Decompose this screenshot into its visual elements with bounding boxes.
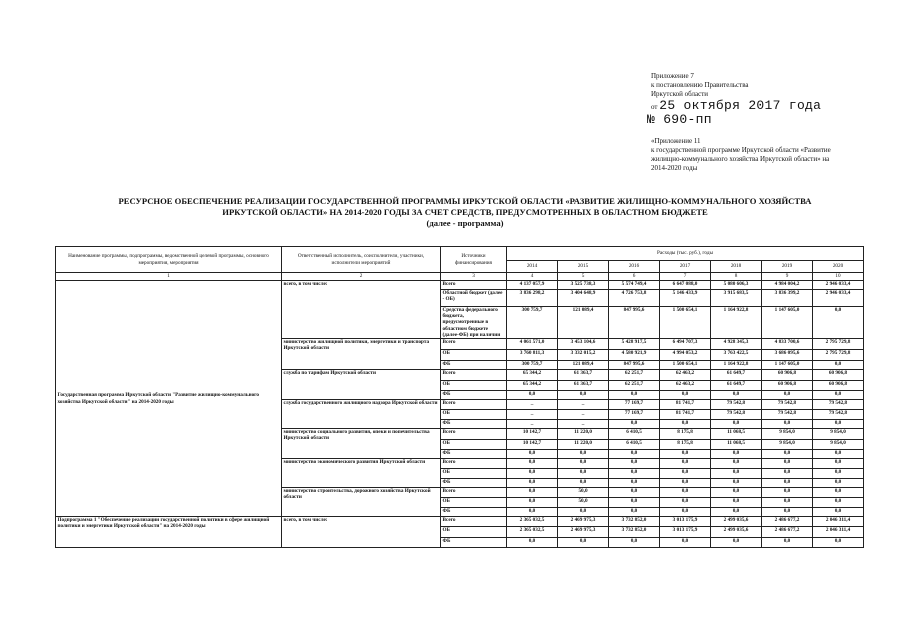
value-cell: 0,0 bbox=[660, 538, 711, 548]
value-cell: 3 915 683,5 bbox=[711, 290, 762, 307]
source-cell: ФБ bbox=[441, 361, 507, 370]
value-cell: 0,0 bbox=[507, 469, 558, 479]
value-cell: 1 147 605,0 bbox=[762, 307, 813, 339]
source-cell: Всего bbox=[441, 517, 507, 527]
value-cell: 0,0 bbox=[762, 488, 813, 498]
value-cell: 62 463,2 bbox=[660, 370, 711, 381]
program-name-cell: Государственная программа Иркутской области "Развитие жилищно-коммунального хозяйства Иркутской области" на 2014-2020 годы bbox=[56, 281, 282, 517]
value-cell: 2 469 975,3 bbox=[558, 517, 609, 527]
column-number: 5 bbox=[558, 273, 609, 281]
value-cell: 2 046 311,4 bbox=[813, 517, 864, 527]
column-number: 10 bbox=[813, 273, 864, 281]
column-number: 6 bbox=[609, 273, 660, 281]
source-cell: ОБ bbox=[441, 440, 507, 450]
value-cell: 0,0 bbox=[609, 391, 660, 400]
value-cell: 3 760 811,3 bbox=[507, 350, 558, 361]
value-cell: 79 542,8 bbox=[762, 400, 813, 410]
value-cell: 2 499 035,6 bbox=[711, 517, 762, 527]
header-year: 2014 bbox=[507, 261, 558, 273]
value-cell: 50,0 bbox=[558, 498, 609, 508]
value-cell: 0,0 bbox=[609, 538, 660, 548]
value-cell: 121 089,4 bbox=[558, 307, 609, 339]
value-cell: 0,0 bbox=[558, 469, 609, 479]
value-cell: 81 741,7 bbox=[660, 400, 711, 410]
source-cell: ФБ bbox=[441, 538, 507, 548]
value-cell: 1 164 922,8 bbox=[711, 307, 762, 339]
title-line: (далее - программа) bbox=[426, 218, 504, 228]
value-cell: 5 080 606,3 bbox=[711, 281, 762, 290]
source-cell: Всего bbox=[441, 400, 507, 410]
column-number: 1 bbox=[56, 273, 282, 281]
value-cell: 9 854,0 bbox=[813, 429, 864, 440]
title-line: РЕСУРСНОЕ ОБЕСПЕЧЕНИЕ РЕАЛИЗАЦИИ ГОСУДАРСТВЕННОЙ ПРОГРАММЫ ИРКУТСКОЙ ОБЛАСТИ «РАЗВИТИЕ ЖИЛИЩНО-КОММУНАЛЬНОГО ХОЗЯЙСТВА bbox=[118, 196, 812, 206]
value-cell: 0,0 bbox=[609, 450, 660, 459]
header-year: 2019 bbox=[762, 261, 813, 273]
source-cell: ФБ bbox=[441, 450, 507, 459]
value-cell: 79 542,8 bbox=[813, 410, 864, 420]
value-cell: _ bbox=[507, 410, 558, 420]
value-cell: 0,0 bbox=[813, 450, 864, 459]
value-cell: 0,0 bbox=[558, 391, 609, 400]
column-number: 8 bbox=[711, 273, 762, 281]
table-row bbox=[56, 517, 864, 527]
source-cell: ФБ bbox=[441, 508, 507, 517]
value-cell: 0,0 bbox=[660, 450, 711, 459]
value-cell: 0,0 bbox=[813, 307, 864, 339]
value-cell: 0,0 bbox=[609, 420, 660, 429]
responsible-cell: министерство экономического развития Иркутской области bbox=[282, 459, 441, 488]
value-cell: 0,0 bbox=[711, 469, 762, 479]
value-cell: 79 542,8 bbox=[762, 410, 813, 420]
source-cell: ОБ bbox=[441, 469, 507, 479]
value-cell: _ bbox=[558, 420, 609, 429]
value-cell: 2 046 311,4 bbox=[813, 527, 864, 538]
value-cell: 0,0 bbox=[813, 420, 864, 429]
column-number-row bbox=[56, 273, 864, 281]
value-cell: 2 795 729,8 bbox=[813, 339, 864, 350]
value-cell: _ bbox=[558, 410, 609, 420]
subprogram-name-cell: Подпрограмма 1 "Обеспечение реализации государственной политики в сфере жилищной политики и энергетики Иркутской области" на 2014-2020 годы bbox=[56, 517, 282, 548]
value-cell: 3 332 015,2 bbox=[558, 350, 609, 361]
value-cell: 0,0 bbox=[711, 420, 762, 429]
value-cell: 1 500 654,1 bbox=[660, 361, 711, 370]
value-cell: 6 410,5 bbox=[609, 440, 660, 450]
value-cell: 847 995,6 bbox=[609, 307, 660, 339]
value-cell: 10 142,7 bbox=[507, 440, 558, 450]
value-cell: 1 500 654,1 bbox=[660, 307, 711, 339]
value-cell: 77 169,7 bbox=[609, 400, 660, 410]
value-cell: 0,0 bbox=[558, 538, 609, 548]
value-cell: 0,0 bbox=[711, 498, 762, 508]
table-row bbox=[56, 281, 864, 290]
responsible-cell: министерство социального развития, опеки и попечительства Иркутской области bbox=[282, 429, 441, 459]
value-cell: 0,0 bbox=[762, 469, 813, 479]
source-cell: Всего bbox=[441, 488, 507, 498]
value-cell: 0,0 bbox=[609, 459, 660, 469]
value-cell: 60 906,8 bbox=[762, 370, 813, 381]
header-year: 2017 bbox=[660, 261, 711, 273]
appendix-line: Приложение 7 bbox=[651, 72, 694, 80]
appendix-block bbox=[647, 72, 891, 173]
date-prefix: от bbox=[651, 103, 658, 111]
value-cell: 3 013 175,9 bbox=[660, 527, 711, 538]
value-cell: 6 647 088,0 bbox=[660, 281, 711, 290]
value-cell: 65 344,2 bbox=[507, 381, 558, 391]
value-cell: 3 686 095,6 bbox=[762, 350, 813, 361]
value-cell: 0,0 bbox=[660, 420, 711, 429]
value-cell: 3 404 648,9 bbox=[558, 290, 609, 307]
source-cell: ОБ bbox=[441, 498, 507, 508]
responsible-cell: служба по тарифам Иркутской области bbox=[282, 370, 441, 400]
header-responsible: Ответственный исполнитель, соисполнители, участники, исполнители мероприятий bbox=[282, 247, 441, 273]
value-cell: 0,0 bbox=[507, 391, 558, 400]
value-cell: 65 344,2 bbox=[507, 370, 558, 381]
value-cell: 1 147 605,0 bbox=[762, 361, 813, 370]
value-cell: 0,0 bbox=[762, 459, 813, 469]
value-cell: 0,0 bbox=[813, 498, 864, 508]
value-cell: 0,0 bbox=[711, 488, 762, 498]
value-cell: 0,0 bbox=[813, 488, 864, 498]
value-cell: 0,0 bbox=[609, 488, 660, 498]
value-cell: 81 741,7 bbox=[660, 410, 711, 420]
value-cell: 0,0 bbox=[609, 479, 660, 488]
value-cell: 77 169,7 bbox=[609, 410, 660, 420]
responsible-cell: министерство строительства, дорожного хозяйства Иркутской области bbox=[282, 488, 441, 517]
value-cell: 5 574 749,4 bbox=[609, 281, 660, 290]
column-number: 2 bbox=[282, 273, 441, 281]
value-cell: 0,0 bbox=[813, 391, 864, 400]
value-cell: 11 068,5 bbox=[711, 440, 762, 450]
value-cell: 62 251,7 bbox=[609, 370, 660, 381]
value-cell: 11 220,0 bbox=[558, 440, 609, 450]
date-stamp: 25 октября 2017 года bbox=[659, 98, 822, 113]
value-cell: 0,0 bbox=[762, 538, 813, 548]
value-cell: 5 428 917,5 bbox=[609, 339, 660, 350]
source-cell: Всего bbox=[441, 370, 507, 381]
value-cell: 4 833 700,6 bbox=[762, 339, 813, 350]
value-cell: 50,0 bbox=[558, 488, 609, 498]
value-cell: 3 836 399,2 bbox=[762, 290, 813, 307]
value-cell: 4 928 345,3 bbox=[711, 339, 762, 350]
value-cell: 4 580 921,9 bbox=[609, 350, 660, 361]
responsible-cell: всего, в том числе: bbox=[282, 281, 441, 339]
value-cell: 3 525 738,3 bbox=[558, 281, 609, 290]
value-cell: 8 175,8 bbox=[660, 440, 711, 450]
value-cell: 2 946 033,4 bbox=[813, 290, 864, 307]
source-cell: ОБ bbox=[441, 527, 507, 538]
source-cell: Всего bbox=[441, 429, 507, 440]
value-cell: 0,0 bbox=[762, 498, 813, 508]
value-cell: _ bbox=[507, 400, 558, 410]
value-cell: 5 146 433,9 bbox=[660, 290, 711, 307]
value-cell: 1 164 922,8 bbox=[711, 361, 762, 370]
value-cell: 62 251,7 bbox=[609, 381, 660, 391]
value-cell: 2 469 975,3 bbox=[558, 527, 609, 538]
value-cell: 61 649,7 bbox=[711, 381, 762, 391]
value-cell: 2 946 033,4 bbox=[813, 281, 864, 290]
value-cell: 0,0 bbox=[711, 508, 762, 517]
value-cell: 9 854,0 bbox=[762, 440, 813, 450]
value-cell: 0,0 bbox=[660, 459, 711, 469]
column-number: 9 bbox=[762, 273, 813, 281]
value-cell: 61 363,7 bbox=[558, 370, 609, 381]
value-cell: 0,0 bbox=[507, 479, 558, 488]
value-cell: 0,0 bbox=[507, 450, 558, 459]
number-stamp: № 690-пп bbox=[647, 112, 712, 127]
value-cell: 3 013 175,9 bbox=[660, 517, 711, 527]
header-name: Наименование программы, подпрограммы, ведомственной целевой программы, основного мероприятия, мероприятия bbox=[56, 247, 282, 273]
value-cell: 0,0 bbox=[762, 391, 813, 400]
responsible-cell: министерство жилищной политики, энергетики и транспорта Иркутской области bbox=[282, 339, 441, 370]
value-cell: 0,0 bbox=[558, 508, 609, 517]
header-year: 2015 bbox=[558, 261, 609, 273]
value-cell: 121 089,4 bbox=[558, 361, 609, 370]
reference-line: 2014-2020 годы bbox=[651, 164, 698, 172]
header-year: 2020 bbox=[813, 261, 864, 273]
value-cell: 0,0 bbox=[813, 508, 864, 517]
value-cell: 2 486 677,2 bbox=[762, 527, 813, 538]
value-cell: 60 906,8 bbox=[762, 381, 813, 391]
value-cell: 0,0 bbox=[711, 391, 762, 400]
value-cell: 11 068,5 bbox=[711, 429, 762, 440]
appendix-line: к постановлению Правительства bbox=[651, 81, 749, 89]
value-cell: 0,0 bbox=[660, 488, 711, 498]
value-cell: 0,0 bbox=[762, 479, 813, 488]
reference-line: «Приложение 11 bbox=[651, 137, 701, 145]
source-cell: ОБ bbox=[441, 381, 507, 391]
column-number: 4 bbox=[507, 273, 558, 281]
value-cell: 0,0 bbox=[660, 498, 711, 508]
value-cell: 3 453 104,6 bbox=[558, 339, 609, 350]
value-cell: 300 759,7 bbox=[507, 307, 558, 339]
value-cell: 6 494 707,3 bbox=[660, 339, 711, 350]
header-year: 2018 bbox=[711, 261, 762, 273]
value-cell: 79 542,8 bbox=[813, 400, 864, 410]
value-cell: 0,0 bbox=[660, 508, 711, 517]
value-cell: 0,0 bbox=[762, 420, 813, 429]
table-body bbox=[56, 281, 864, 548]
value-cell: 300 759,7 bbox=[507, 361, 558, 370]
source-cell: ОБ bbox=[441, 410, 507, 420]
value-cell: 2 365 032,5 bbox=[507, 517, 558, 527]
value-cell: 0,0 bbox=[711, 538, 762, 548]
value-cell: 0,0 bbox=[507, 508, 558, 517]
source-cell: Всего bbox=[441, 459, 507, 469]
document-title bbox=[70, 196, 860, 229]
value-cell: 0,0 bbox=[660, 391, 711, 400]
value-cell: 0,0 bbox=[558, 479, 609, 488]
source-cell: Всего bbox=[441, 339, 507, 350]
appendix-line: Иркутской области bbox=[651, 90, 709, 98]
value-cell: 0,0 bbox=[507, 459, 558, 469]
value-cell: 3 763 422,5 bbox=[711, 350, 762, 361]
title-line: ИРКУТСКОЙ ОБЛАСТИ» НА 2014-2020 ГОДЫ ЗА СЧЕТ СРЕДСТВ, ПРЕДУСМОТРЕННЫХ В ОБЛАСТНОМ БЮДЖЕТЕ bbox=[222, 207, 708, 217]
value-cell: 4 061 571,0 bbox=[507, 339, 558, 350]
reference-line: жилищно-коммунального хозяйства Иркутской области» на bbox=[651, 155, 830, 163]
value-cell: 60 906,8 bbox=[813, 381, 864, 391]
value-cell: 0,0 bbox=[813, 538, 864, 548]
value-cell: 3 732 852,0 bbox=[609, 517, 660, 527]
value-cell: 3 836 298,2 bbox=[507, 290, 558, 307]
value-cell: 0,0 bbox=[762, 508, 813, 517]
value-cell: 60 906,8 bbox=[813, 370, 864, 381]
value-cell: 9 854,0 bbox=[813, 440, 864, 450]
value-cell: 9 854,0 bbox=[762, 429, 813, 440]
value-cell: 79 542,8 bbox=[711, 400, 762, 410]
value-cell: 0,0 bbox=[813, 469, 864, 479]
source-cell: ФБ bbox=[441, 420, 507, 429]
value-cell: 0,0 bbox=[507, 488, 558, 498]
reference-line: к государственной программе Иркутской области «Развитие bbox=[651, 146, 831, 154]
value-cell: 10 142,7 bbox=[507, 429, 558, 440]
value-cell: 0,0 bbox=[660, 479, 711, 488]
appendix-date bbox=[651, 99, 891, 113]
value-cell: 847 995,6 bbox=[609, 361, 660, 370]
source-cell: ОБ bbox=[441, 350, 507, 361]
value-cell: 8 175,8 bbox=[660, 429, 711, 440]
value-cell: 79 542,8 bbox=[711, 410, 762, 420]
value-cell: _ bbox=[558, 400, 609, 410]
column-number: 3 bbox=[441, 273, 507, 281]
header-year: 2016 bbox=[609, 261, 660, 273]
value-cell: 3 732 852,0 bbox=[609, 527, 660, 538]
value-cell: 61 363,7 bbox=[558, 381, 609, 391]
value-cell: 2 499 035,6 bbox=[711, 527, 762, 538]
value-cell: 0,0 bbox=[507, 538, 558, 548]
value-cell: 2 365 032,5 bbox=[507, 527, 558, 538]
column-number: 7 bbox=[660, 273, 711, 281]
source-cell: ФБ bbox=[441, 479, 507, 488]
responsible-cell: всего, в том числе: bbox=[282, 517, 441, 548]
value-cell: 0,0 bbox=[813, 459, 864, 469]
value-cell: 0,0 bbox=[813, 479, 864, 488]
resource-table bbox=[55, 246, 864, 548]
value-cell: 4 984 004,2 bbox=[762, 281, 813, 290]
source-cell: Областной бюджет (далее - ОБ) bbox=[441, 290, 507, 307]
value-cell: 61 649,7 bbox=[711, 370, 762, 381]
value-cell: 0,0 bbox=[711, 450, 762, 459]
value-cell: 0,0 bbox=[609, 508, 660, 517]
source-cell: ФБ bbox=[441, 391, 507, 400]
header-expenses: Расходы (тыс. руб.), годы bbox=[507, 247, 864, 261]
source-cell: Всего bbox=[441, 281, 507, 290]
value-cell: 0,0 bbox=[558, 450, 609, 459]
value-cell: 0,0 bbox=[609, 469, 660, 479]
value-cell: 4 726 753,8 bbox=[609, 290, 660, 307]
value-cell: 0,0 bbox=[660, 469, 711, 479]
value-cell: 4 137 057,9 bbox=[507, 281, 558, 290]
responsible-cell: служба государственного жилищного надзора Иркутской области bbox=[282, 400, 441, 429]
value-cell: _ bbox=[507, 420, 558, 429]
value-cell: 0,0 bbox=[711, 479, 762, 488]
value-cell: 0,0 bbox=[558, 459, 609, 469]
value-cell: 2 486 677,2 bbox=[762, 517, 813, 527]
value-cell: 4 994 053,2 bbox=[660, 350, 711, 361]
value-cell: 0,0 bbox=[813, 361, 864, 370]
value-cell: 2 795 729,8 bbox=[813, 350, 864, 361]
header-source: Источники финансирования bbox=[441, 247, 507, 273]
value-cell: 0,0 bbox=[762, 450, 813, 459]
value-cell: 11 220,0 bbox=[558, 429, 609, 440]
value-cell: 6 410,5 bbox=[609, 429, 660, 440]
source-cell: Средства федерального бюджета, предусмотренные в областном бюджете (далее-ФБ) при наличии bbox=[441, 307, 507, 339]
value-cell: 0,0 bbox=[711, 459, 762, 469]
value-cell: 62 463,2 bbox=[660, 381, 711, 391]
value-cell: 0,0 bbox=[609, 498, 660, 508]
value-cell: 0,0 bbox=[507, 498, 558, 508]
